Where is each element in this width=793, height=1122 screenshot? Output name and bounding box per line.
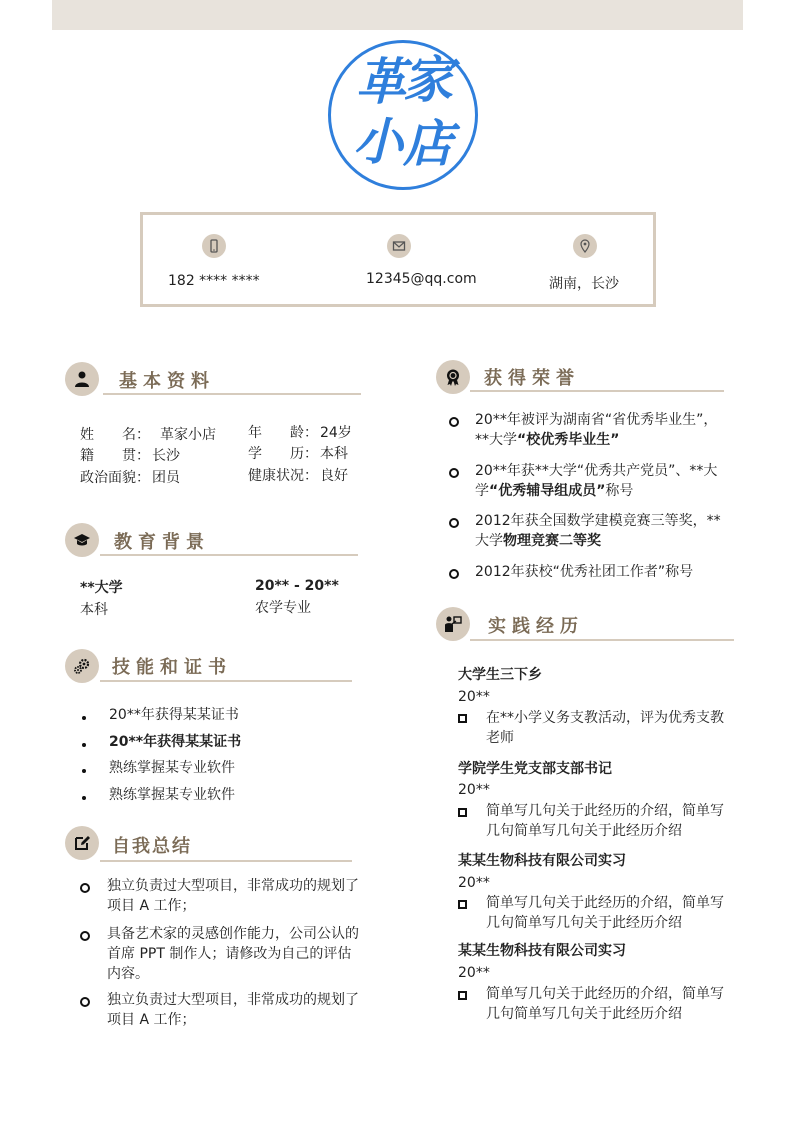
skill-item: 熟练掌握某专业软件 (109, 787, 235, 803)
summary-item: 独立负责过大型项目，非常成功的规划了项目 A 工作； (107, 878, 359, 914)
major: 农学专业 (255, 600, 311, 616)
user-icon (65, 362, 99, 396)
edu-label: 学 历： (248, 446, 318, 462)
bullet (458, 900, 467, 909)
location: 湖南，长沙 (549, 276, 619, 292)
origin-value: 长沙 (152, 448, 180, 464)
bullet (449, 417, 459, 427)
mail-icon (387, 234, 411, 258)
degree: 本科 (80, 602, 108, 618)
honor-item: 2012年获全国数学建模竞赛三等奖，**大学物理竞赛二等奖 (475, 513, 721, 549)
bullet (449, 569, 459, 579)
section-title-education: 教育背景 (114, 532, 210, 553)
bullet (449, 518, 459, 528)
summary-item: 独立负责过大型项目，非常成功的规划了项目 A 工作； (107, 992, 359, 1028)
gears-icon (65, 649, 99, 683)
bullet (82, 769, 86, 773)
logo-char: 家 (403, 50, 453, 109)
section-title-summary: 自我总结 (112, 836, 192, 857)
bullet (82, 716, 86, 720)
graduation-cap-icon (65, 523, 99, 557)
practice-title: 某某生物科技有限公司实习 (458, 853, 626, 869)
section-divider (103, 393, 361, 395)
origin-label: 籍 贯： (80, 448, 150, 464)
section-divider (100, 680, 352, 682)
skill-item: 20**年获得某某证书 (109, 707, 239, 723)
bullet (80, 931, 90, 941)
logo-char: 店 (403, 114, 453, 173)
phone-number: 182 **** **** (168, 273, 260, 289)
section-title-basic: 基本资料 (119, 371, 215, 392)
bullet (458, 714, 467, 723)
presenter-icon (436, 607, 470, 641)
bullet (82, 743, 86, 747)
practice-desc: 简单写几句关于此经历的介绍，简单写几句简单写几句关于此经历介绍 (486, 895, 724, 931)
honor-item: 20**年被评为湖南省“省优秀毕业生”，**大学“校优秀毕业生” (475, 412, 718, 448)
edit-icon (65, 826, 99, 860)
edu-value: 本科 (320, 446, 348, 462)
phone-icon (202, 234, 226, 258)
bullet (82, 796, 86, 800)
practice-date: 20** (458, 782, 490, 798)
practice-date: 20** (458, 689, 490, 705)
section-divider (470, 639, 734, 641)
email-address: 12345@qq.com (366, 271, 477, 287)
political-value: 团员 (152, 470, 180, 486)
name-label: 姓 名： (80, 427, 150, 443)
contact-box (140, 212, 656, 307)
bullet (449, 468, 459, 478)
section-title-skills: 技能和证书 (112, 657, 232, 678)
practice-desc: 简单写几句关于此经历的介绍，简单写几句简单写几句关于此经历介绍 (486, 986, 724, 1022)
section-divider (100, 860, 352, 862)
summary-item: 具备艺术家的灵感创作能力，公司公认的首席 PPT 制作人；请修改为自己的评估内容。 (107, 926, 359, 982)
practice-desc: 在**小学义务支教活动，评为优秀支教老师 (486, 710, 724, 746)
skill-item: 20**年获得某某证书 (109, 734, 242, 750)
practice-title: 学院学生党支部支部书记 (458, 761, 612, 777)
age-label: 年 龄： (248, 425, 318, 441)
award-medal-icon (436, 360, 470, 394)
practice-title: 某某生物科技有限公司实习 (458, 943, 626, 959)
skill-item: 熟练掌握某专业软件 (109, 760, 235, 776)
logo-char: 革 (356, 52, 406, 111)
education-period: 20** - 20** (255, 578, 339, 594)
age-value: 24岁 (320, 425, 352, 441)
political-label: 政治面貌： (80, 470, 150, 486)
bullet (458, 808, 467, 817)
section-title-honors: 获得荣誉 (484, 368, 580, 389)
health-value: 良好 (320, 468, 348, 484)
honor-item: 2012年获校“优秀社团工作者”称号 (475, 564, 694, 580)
location-pin-icon (573, 234, 597, 258)
section-title-practice: 实践经历 (488, 616, 584, 637)
school-name: **大学 (80, 580, 123, 596)
bullet (80, 883, 90, 893)
practice-date: 20** (458, 875, 490, 891)
honor-item: 20**年获**大学“优秀共产党员”、**大学“优秀辅导组成员”称号 (475, 463, 718, 499)
bullet (458, 991, 467, 1000)
top-banner (52, 0, 743, 30)
practice-desc: 简单写几句关于此经历的介绍，简单写几句简单写几句关于此经历介绍 (486, 803, 724, 839)
practice-title: 大学生三下乡 (458, 667, 542, 683)
section-divider (100, 554, 358, 556)
section-divider (470, 390, 724, 392)
logo-seal (328, 40, 478, 190)
health-label: 健康状况： (248, 468, 318, 484)
bullet (80, 997, 90, 1007)
name-value: 革家小店 (160, 427, 216, 443)
practice-date: 20** (458, 965, 490, 981)
logo-char: 小 (353, 112, 403, 171)
